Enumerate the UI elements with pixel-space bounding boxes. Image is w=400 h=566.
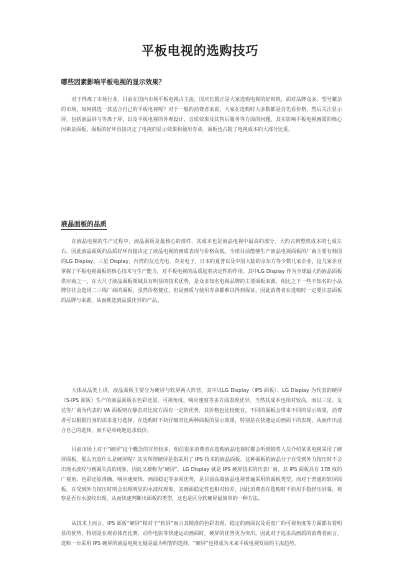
paragraph-hard-screen: 目前市场上对于“硬屏”这个概念的宣传较多，相信很多消费者在选购液晶电视时都会听到销售人员介绍某某电视采用了硬屏面板，那么究竟什么是硬屏呢？其实所谓硬屏是指采用了 IPS 技术的液晶面板，这种面板的液晶分子在受到外力按压时不会出现水波纹与画面失真的现象，因此又被称为“硬屏”。LG Display 就是 IPS 硬屏技术的代表厂商，其 IPS 面板具有 178 度的广视角、色彩还原准确、响应速度快、画面稳定等多项优势，是目前高端液晶电视普遍采用的面板类型。而对于普通的软屏面板，在受到外力按压时则会出现明显的水波纹现象，其画面稳定性也相对较差，因此消费者在选购时不妨用手指轻压屏幕，观察是否有水波纹出现，从而快速判断出面板的类型，这也是区分软硬屏最简单的一种方法。 [61, 447, 342, 503]
paragraph-panel-types: 大体从品类上讲，液晶面板主要分为硬屏与软屏两大阵营，其中以LG Display（IPS 面板）、LG Display 为代表的硬屏（S-IPS 面板）生产的液晶面板在色彩还原、可视角度、响应速度等多方面表现优异，当然其成本也相对较高，而以三星、友达等厂商为代表的 VA 面板则在静态对比度方面有一定的优势，其价格也比较便宜。不同的面板会带来不同的显示效果，消费者可以根据自身的需求进行选择，在选购时不妨仔细对比两种面板的显示效果，特别是在快速运动画面下的表现，从而作出适合自己的选择，而不是单纯地追求低价。 [61, 388, 342, 434]
section-heading-display-factors: 哪些因素影响平板电视的显示效果？ [61, 78, 165, 86]
document-title: 平板电视的选购技巧 [141, 43, 259, 58]
section-heading-panel-quality: 液晶面板的品质 [61, 220, 107, 228]
paragraph-intro: 对于得离了市场行业，目前在国内市场平板电视占主流，国庆长假正是大家选购电视的好时机，面对品牌众多、型号繁杂的市场，如何挑选一款适合自己的平板电视呢？对于一般的消费者来说，大家在选购时大多数都是首先看价格，然后关注显示屏，包括液晶屏与等离子屏，以及平板电视的外观设计、音质效果及其售后服务等方面的问题。其实影响平板电视画质的核心因素是面板，面板的好坏直接决定了电视的显示效果和使用寿命，面板也占据了电视成本的大部分比重。 [61, 97, 342, 133]
paragraph-conclusion: 从技术上而言，IPS 面板“硬屏”相对于“软屏”而言其精准的色彩表现、稳定的画面以及更宽广的可视角度等方面都有着明显的优势，特别是在观看体育比赛、动作电影等快速运动画面时，硬屏的优势更为突出。因此对于追求高画质的消费者而言，选购一台采用 IPS 硬屏的液晶电视无疑是最为明智的选择，“硬屏”也将成为未来平板电视发展的主流趋势。 [61, 521, 342, 547]
paragraph-panel-quality: 在液晶电视的生产过程中，液晶面板是最核心的部件，其成本也是液晶电视中最高的部分，大约占到整机成本的七成左右。因此液晶面板的品质好坏直接决定了液晶电视的画质表现与价格高低。全球目前能够生产液晶电视面板的厂商主要有韩国的LG Display、三星 Display，台湾的友达光电、奇美电子，日本的夏普以及中国大陆的京东方等少数几家企业，这几家企业掌握了平板电视面板的核心技术与生产能力，对平板电视的品质起着决定性的作用。其中LG Display 作为全球最大的液晶面板供应商之一，在大尺寸液晶面板领域具有明显的技术优势，是众多知名电视品牌的主要面板来源，相比之下一些不知名的小品牌往往会选用二三线厂商的面板，虽然价格便宜，但是画质与使用寿命都难以得到保证，因此消费者在选购时一定要注意面板的品牌与来源，从而挑选到品质优异的产品。 [61, 239, 342, 305]
